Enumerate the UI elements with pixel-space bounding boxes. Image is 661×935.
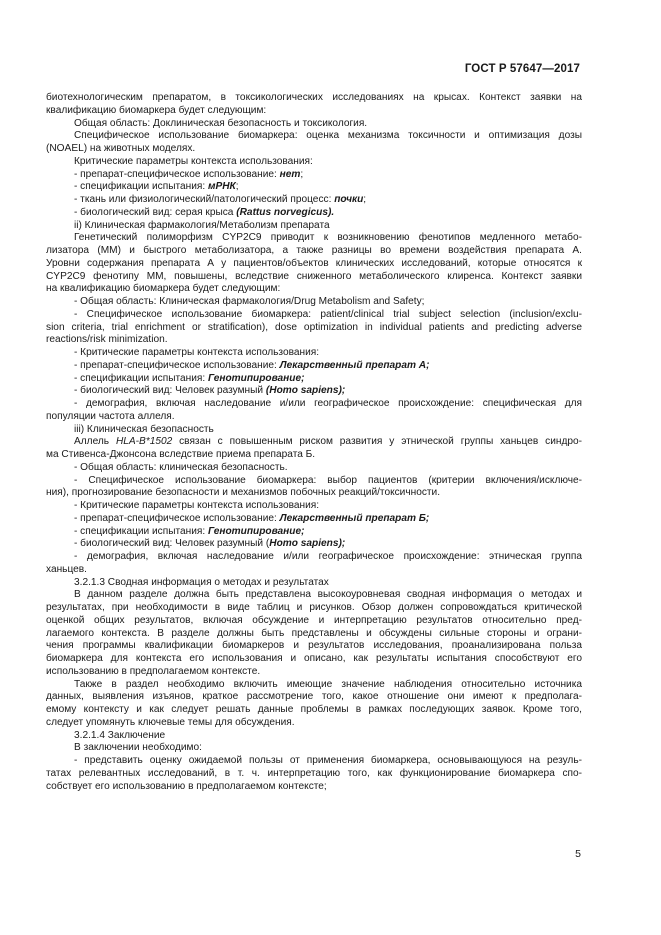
text-line: reactions/risk minimization. <box>46 334 168 346</box>
text-line: - Критические параметры контекста использования: <box>74 500 320 511</box>
text-line: биомаркера для контекста его использования и описано, как результаты испытания способствуют его <box>46 653 582 664</box>
text-line: - демография, включая наследование и/или географическое происхождение: этническая группа <box>74 551 582 562</box>
emphasis-text <box>279 168 304 180</box>
text-line: использованию в предполагаемом контексте. <box>46 665 261 677</box>
text-line: - Критические параметры контекста использования: <box>74 347 320 358</box>
line-segment: ; <box>300 168 304 180</box>
text-line: sion criteria, trial enrichment or stratification), dose optimization in individual patients and predicting adverse <box>46 321 582 333</box>
text-line: ния), прогнозирование безопасности и механизмов побочных реакций/токсичности. <box>46 487 441 499</box>
text-line: - представить оценку ожидаемой пользы от применения биомаркера, основывающуюся на резуль- <box>74 755 582 766</box>
text-line: Также в раздел необходимо включить имеющие значение наблюдения относительно источника <box>74 678 582 690</box>
text-line: лизатора (ММ) и быстрого метаболизатора, а также разницы во времени воздействия препарата А. <box>46 245 582 256</box>
emphasis-text: нет <box>279 168 301 180</box>
emphasis-text <box>280 360 430 371</box>
text-line <box>46 436 582 449</box>
text-line: биотехнологическим препаратом, в токсикологических исследованиях на крысах. Контекст заявки на <box>46 92 582 103</box>
text-line: - Общая область: клиническая безопасность. <box>74 461 288 473</box>
text-line: чения программы квалификации биомаркеров и результатов исследования, проанализирована польза <box>46 640 582 652</box>
line-segment: - ткань или физиологический/патологический процесс: <box>74 194 335 205</box>
emphasis-text <box>334 194 363 205</box>
text-line <box>46 181 582 194</box>
text-line <box>46 538 582 551</box>
line-segment: Аллель <box>74 436 116 448</box>
text-line: на квалификацию биомаркера будет следующим: <box>46 283 281 295</box>
line-segment: - биологический вид: Человек разумный <box>74 385 266 397</box>
text-line: лагаемого контекста. В разделе должны быть представлены и обсуждены сильные стороны и ограни- <box>46 627 582 639</box>
text-line <box>46 169 582 182</box>
text-line: ма Стивенса-Джонсона вследствие приема препарата Б. <box>46 449 316 460</box>
text-line: Критические параметры контекста использования: <box>74 155 313 167</box>
line-segment: ; <box>363 194 367 205</box>
emphasis-text <box>208 373 304 384</box>
emphasis-text <box>208 181 236 192</box>
text-line: результатах, при необходимости в виде таблиц и рисунков. Обзор должен сопровождаться критической <box>46 602 582 613</box>
line-segment: - спецификации испытания: <box>74 372 208 384</box>
text-line: оценкой общих результатов, включая обсуждение и интерпретацию результатов относительно пред- <box>46 614 582 626</box>
line-segment: - препарат-специфическое использование: <box>74 512 280 524</box>
text-line: Генетический полиморфизм CYP2C9 приводит к возникновению фенотипов медленного метабо- <box>74 232 582 244</box>
standard-header: ГОСТ Р 57647—2017 <box>464 63 580 75</box>
emphasis-text: Генотипирование; <box>208 525 305 537</box>
text-line: - демография, включая наследование и/или географическое происхождение: специфическая для <box>74 398 582 409</box>
line-segment: - биологический вид: серая крыса <box>74 206 237 218</box>
text-line <box>46 194 582 207</box>
line-segment: связан с повышенным риском развития у этнической группы ханьцев синдро- <box>172 436 582 448</box>
text-line: - Специфическое использование биомаркера: patient/clinical trial subject selection (inclusion/exclu- <box>74 308 582 320</box>
text-line: Специфическое использование биомаркера: оценка механизма токсичности и оптимизация дозы <box>74 130 582 142</box>
text-line: емому контексту и как следует решать данные проблемы в рамках последующих заявок. Кроме того, <box>46 704 582 715</box>
emphasis-text: HLA-B*1502 <box>115 436 173 448</box>
text-line: В данном разделе должна быть представлена высокоуровневая сводная информация о методах и <box>74 589 582 601</box>
text-line: ii) Клиническая фармакология/Метаболизм препарата <box>74 219 330 231</box>
emphasis-text: Лекарственный препарат А; <box>279 359 430 371</box>
text-line: - Общая область: Клиническая фармакология/Drug Metabolism and Safety; <box>74 296 425 307</box>
text-line <box>46 513 582 526</box>
line-segment: - спецификации испытания: <box>74 525 208 537</box>
text-line: (NOAEL) на животных моделях. <box>46 143 196 154</box>
text-line <box>46 360 582 373</box>
text-line: 3.2.1.3 Сводная информация о методах и результатах <box>74 576 329 588</box>
emphasis-text <box>266 385 345 396</box>
text-line <box>46 385 582 398</box>
emphasis-text: мРНК <box>208 181 236 193</box>
text-line: iii) Клиническая безопасность <box>74 423 214 435</box>
text-line <box>46 207 582 220</box>
emphasis-text <box>280 513 430 524</box>
line-segment: - препарат-специфическое использование: <box>74 359 280 371</box>
line-segment: - спецификации испытания: <box>74 181 208 193</box>
line-segment: - биологический вид: Человек разумный ( <box>74 538 270 550</box>
emphasis-text <box>269 538 345 549</box>
text-line: 3.2.1.4 Заключение <box>74 729 166 741</box>
text-line: В заключении необходимо: <box>74 742 202 754</box>
text-line: Общая область: Доклиническая безопасность и токсикология. <box>74 117 368 129</box>
text-line: квалификацию биомаркера будет следующим: <box>46 104 267 116</box>
line-segment: - препарат-специфическое использование: <box>74 168 280 180</box>
emphasis-text: Генотипирование; <box>208 372 305 384</box>
emphasis-text <box>236 207 334 218</box>
text-line: популяции частота аллеля. <box>46 410 175 422</box>
text-line: следует упомянуть ключевые темы для обсуждения. <box>46 716 295 728</box>
emphasis-text: (Homo sapiens); <box>265 385 346 397</box>
text-line: ханьцев. <box>46 563 87 575</box>
text-line: Уровни содержания препарата А у пациентов/объектов клинических исследований, которые относятся к <box>46 257 582 269</box>
text-line: данных, выявления изъянов, краткое рассмотрение того, какое отношение они имеют к предполага- <box>46 691 582 703</box>
emphasis-text: Лекарственный препарат Б; <box>279 512 430 524</box>
text-line: CYP2C9 фенотипу ММ, повышены, вследствие сниженного метаболического клиренса. Контекст заявки <box>46 270 582 282</box>
text-line: татах релевантных исследований, в т. ч. интерпретацию того, как функционирование биомаркера спо- <box>46 767 582 779</box>
emphasis-text: Homo sapiens); <box>269 538 346 550</box>
text-line: собствует его использованию в предполагаемом контексте; <box>46 780 327 792</box>
page-number: 5 <box>575 848 581 860</box>
text-line: - Специфическое использование биомаркера: выбор пациентов (критерии включения/исключе- <box>74 474 582 486</box>
line-segment: ; <box>235 181 239 193</box>
text-line <box>46 526 582 539</box>
emphasis-text: (Rattus norvegicus). <box>236 206 335 218</box>
emphasis-text: почки <box>334 194 364 205</box>
emphasis-text <box>208 526 304 537</box>
text-line <box>46 373 582 386</box>
body-text <box>46 92 582 793</box>
